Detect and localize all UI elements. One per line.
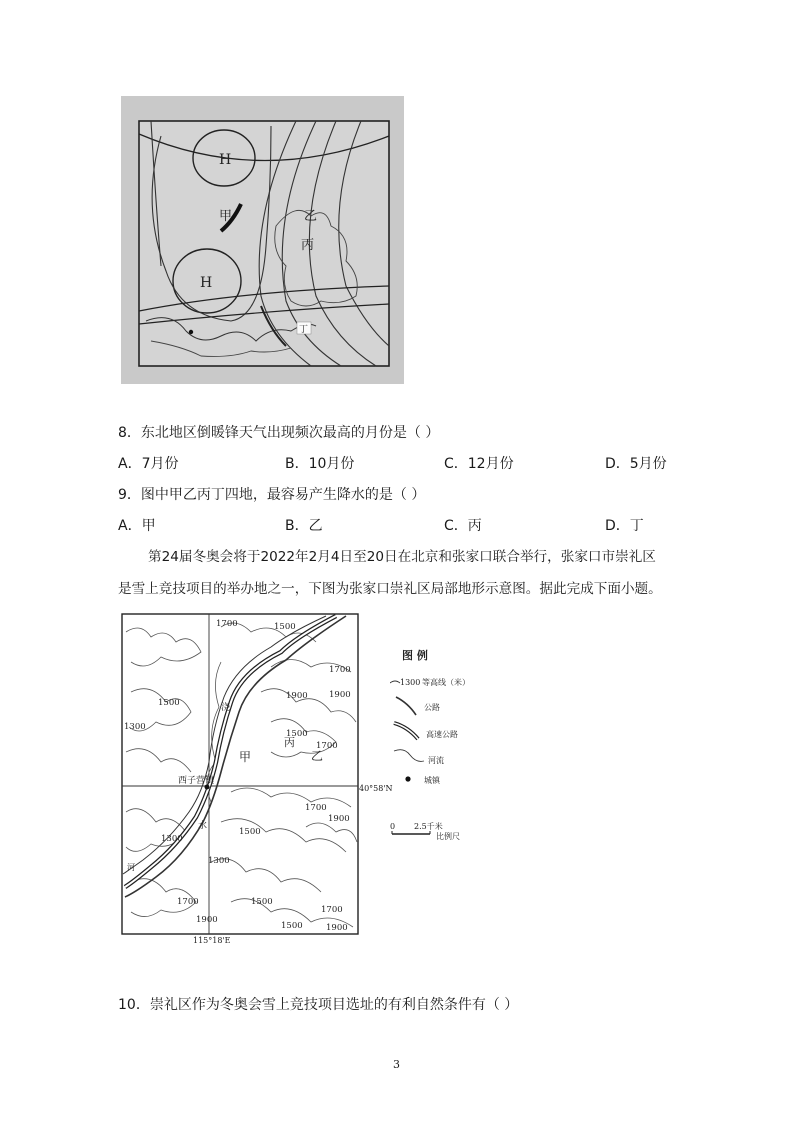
question-9-stem: 9．图中甲乙丙丁四地，最容易产生降水的是（ ）	[118, 487, 426, 503]
weather-map-figure	[121, 96, 404, 384]
contour-label: 1300	[208, 856, 230, 866]
contour-label: 1500	[158, 698, 180, 708]
contour-label: 1700	[177, 897, 199, 907]
legend-title: 图 例	[402, 649, 428, 662]
q9-option-c[interactable]: C．丙	[444, 518, 482, 534]
topo-label-jia: 甲	[239, 750, 252, 764]
contour-label: 1500	[286, 729, 308, 739]
q9-option-d[interactable]: D．丁	[605, 518, 644, 534]
weather-label-h1: H	[219, 152, 232, 168]
contour-label: 1900	[326, 923, 348, 933]
question-10-stem: 10．崇礼区作为冬奥会雪上竞技项目选址的有利自然条件有（ ）	[118, 997, 519, 1013]
scale-value: 2.5千米	[414, 822, 443, 831]
town-symbol	[405, 776, 410, 781]
latitude-label: 40°58'N	[359, 784, 393, 793]
legend-road: 公路	[424, 703, 440, 712]
legend-contour-value: 1300	[400, 678, 421, 687]
contour-label: 1700	[216, 619, 238, 629]
contour-label: 1900	[329, 690, 351, 700]
scale-zero: 0	[390, 822, 396, 831]
q8-option-b[interactable]: B．10月份	[285, 456, 355, 472]
contour-label: 1900	[286, 691, 308, 701]
river-char-1: 浇	[221, 703, 231, 713]
contour-label: 1700	[321, 905, 343, 915]
page-number: 3	[393, 1058, 400, 1071]
contour-symbol	[390, 681, 400, 683]
passage-line-2: 是雪上竞技项目的举办地之一，下图为张家口崇礼区局部地形示意图。据此完成下面小题。	[118, 581, 662, 597]
contour-label: 1500	[281, 921, 303, 931]
contour-label: 1500	[274, 622, 296, 632]
weather-label-yi: 乙	[304, 209, 318, 224]
legend-contour-text: 等高线（米）	[422, 678, 470, 687]
contour-label: 1900	[328, 814, 350, 824]
river-char-2: 水	[198, 821, 208, 831]
town-label: 西子营镇	[178, 776, 215, 786]
topo-label-yi: 乙	[311, 749, 324, 763]
topo-map-svg	[121, 612, 361, 947]
passage-line-1: 第24届冬奥会将于2022年2月4日至20日在北京和张家口联合举行，张家口市崇礼区	[148, 549, 656, 565]
legend-highway: 高速公路	[426, 730, 458, 739]
contour-label: 1700	[316, 741, 338, 751]
contour-label: 1300	[124, 722, 146, 732]
contour-label: 1500	[251, 897, 273, 907]
weather-label-h2: H	[200, 275, 213, 291]
scale-text: 比例尺	[436, 832, 460, 841]
river-symbol	[394, 750, 424, 762]
river-char-3: 河	[127, 863, 135, 872]
contour-label: 1500	[239, 827, 261, 837]
weather-label-jia: 甲	[219, 209, 233, 224]
weather-map-svg	[121, 96, 404, 384]
weather-label-ding: 丁	[299, 325, 309, 335]
contour-label: 1300	[161, 834, 183, 844]
road-symbol	[396, 697, 416, 715]
contour-label: 1700	[305, 803, 327, 813]
legend-town: 城镇	[424, 776, 440, 785]
topographic-map	[121, 612, 361, 947]
question-8-stem: 8．东北地区倒暖锋天气出现频次最高的月份是（ ）	[118, 425, 440, 441]
q8-option-d[interactable]: D．5月份	[605, 456, 667, 472]
contour-label: 1700	[329, 665, 351, 675]
legend-river: 河流	[428, 756, 444, 765]
q8-option-a[interactable]: A．7月份	[118, 456, 179, 472]
topo-label-bing: 丙	[284, 736, 295, 749]
contour-label: 1900	[196, 915, 218, 925]
map-legend	[390, 645, 500, 845]
q8-option-c[interactable]: C．12月份	[444, 456, 514, 472]
q9-option-b[interactable]: B．乙	[285, 518, 323, 534]
weather-label-bing: 丙	[301, 238, 315, 253]
q9-option-a[interactable]: A．甲	[118, 518, 156, 534]
longitude-label: 115°18'E	[193, 936, 231, 945]
legend-svg	[390, 645, 500, 845]
